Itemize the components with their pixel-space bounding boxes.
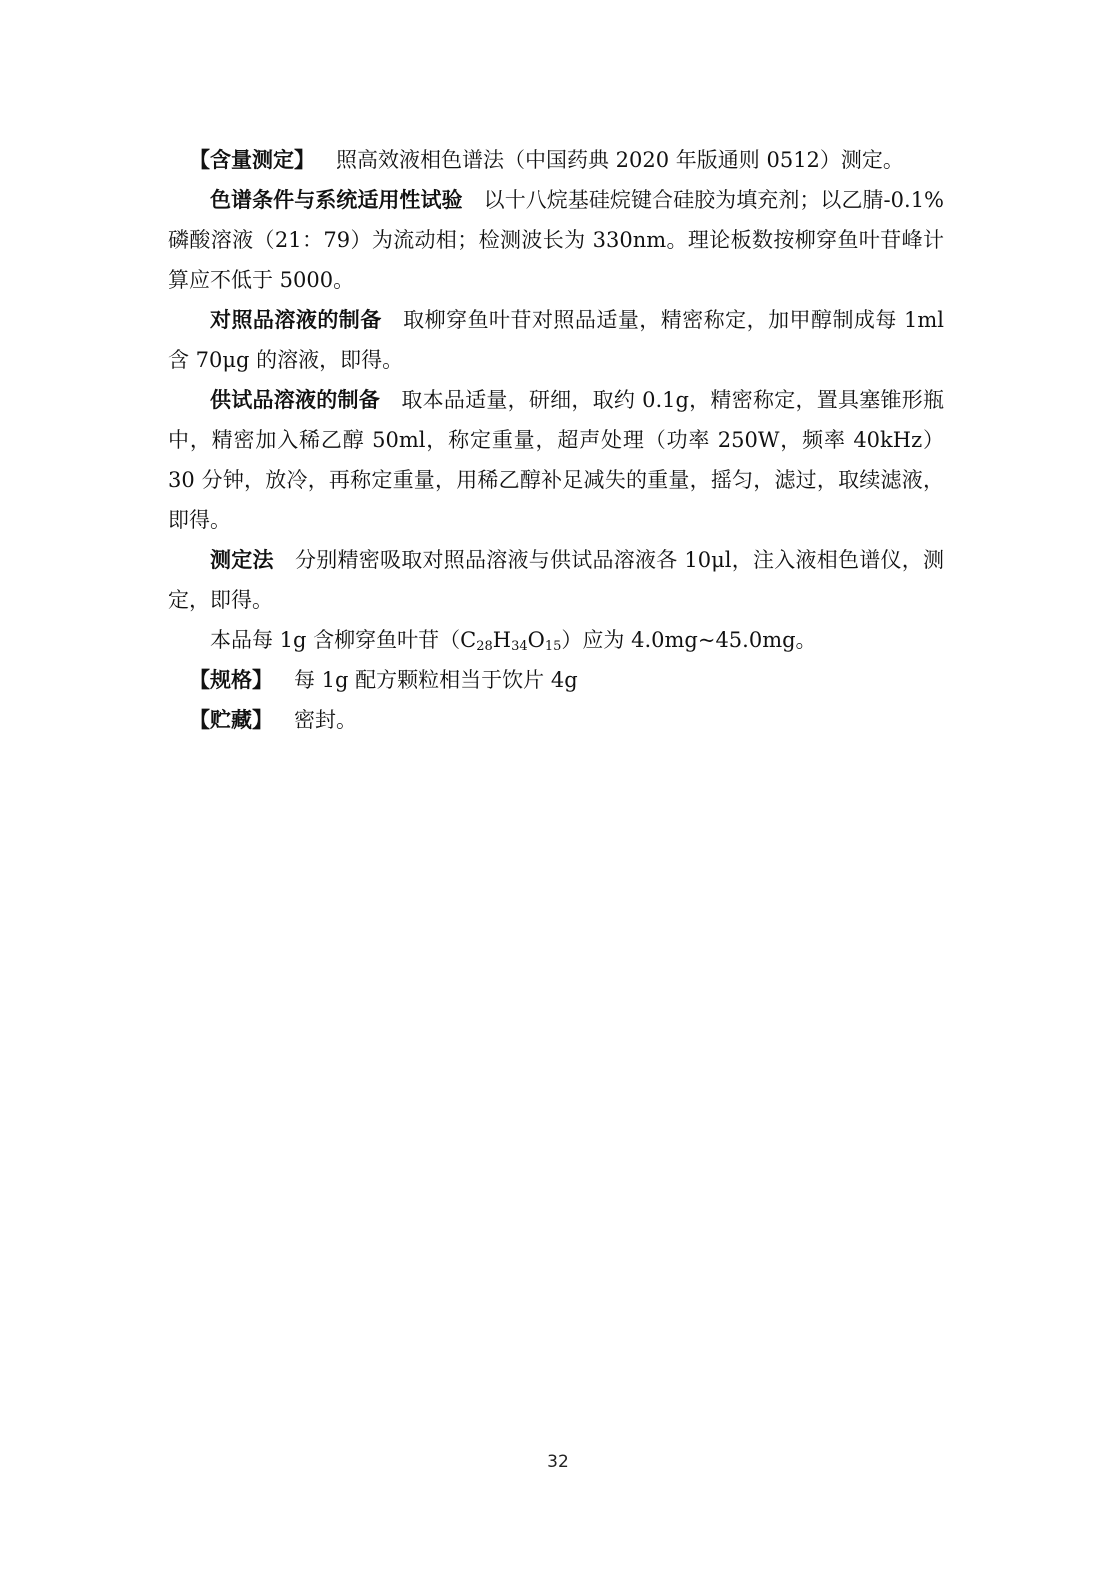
formula-subscript-o: 15	[544, 639, 562, 654]
chromatographic-conditions-text: 以十八烷基硅烷键合硅胶为填充剂；以乙腈-0.1%磷酸溶液（21：79）为流动相；检测波长为 330nm。理论板数按柳穿鱼叶苷峰计算应不低于 5000。	[168, 188, 945, 292]
chromatographic-conditions-paragraph	[168, 180, 944, 300]
page-number: 32	[547, 1452, 569, 1472]
test-solution-heading: 供试品溶液的制备	[210, 388, 381, 412]
content-limit-paragraph	[168, 620, 944, 660]
reference-solution-text: 取柳穿鱼叶苷对照品适量，精密称定，加甲醇制成每 1ml 含 70μg 的溶液，即得。	[168, 308, 944, 372]
formula-subscript-c: 28	[476, 639, 493, 654]
assay-heading: 【含量测定】	[189, 148, 315, 172]
assay-paragraph	[147, 140, 944, 180]
specification-heading: 【规格】	[189, 668, 273, 692]
formula-h: H	[492, 628, 512, 652]
procedure-text: 分别精密吸取对照品溶液与供试品溶液各 10μl，注入液相色谱仪，测定，即得。	[168, 548, 944, 612]
procedure-paragraph	[168, 540, 944, 620]
chromatographic-conditions-heading: 色谱条件与系统适用性试验	[210, 188, 463, 212]
assay-text: 照高效液相色谱法（中国药典 2020 年版通则 0512）测定。	[336, 148, 904, 172]
test-solution-paragraph	[168, 380, 944, 540]
reference-solution-heading: 对照品溶液的制备	[210, 308, 382, 332]
procedure-heading: 测定法	[210, 548, 274, 572]
storage-heading: 【贮藏】	[189, 708, 273, 732]
specification-paragraph	[147, 660, 944, 700]
formula-o: O	[527, 628, 545, 652]
document-body	[168, 140, 944, 740]
specification-text: 每 1g 配方颗粒相当于饮片 4g	[294, 668, 578, 692]
storage-text: 密封。	[294, 708, 357, 732]
content-limit-text-end: ）应为 4.0mg~45.0mg。	[561, 628, 817, 652]
storage-paragraph	[147, 700, 944, 740]
reference-solution-paragraph	[168, 300, 944, 380]
formula-subscript-h: 34	[511, 639, 528, 654]
test-solution-text: 取本品适量，研细，取约 0.1g，精密称定，置具塞锥形瓶中，精密加入稀乙醇 50ml，称定重量，超声处理（功率 250W，频率 40kHz）30 分钟，放冷，再称定重量，用稀乙醇补足减失的重量，摇匀，滤过，取续滤液，即得。	[168, 388, 945, 532]
content-limit-text-start: 本品每 1g 含柳穿鱼叶苷（C	[210, 628, 477, 652]
